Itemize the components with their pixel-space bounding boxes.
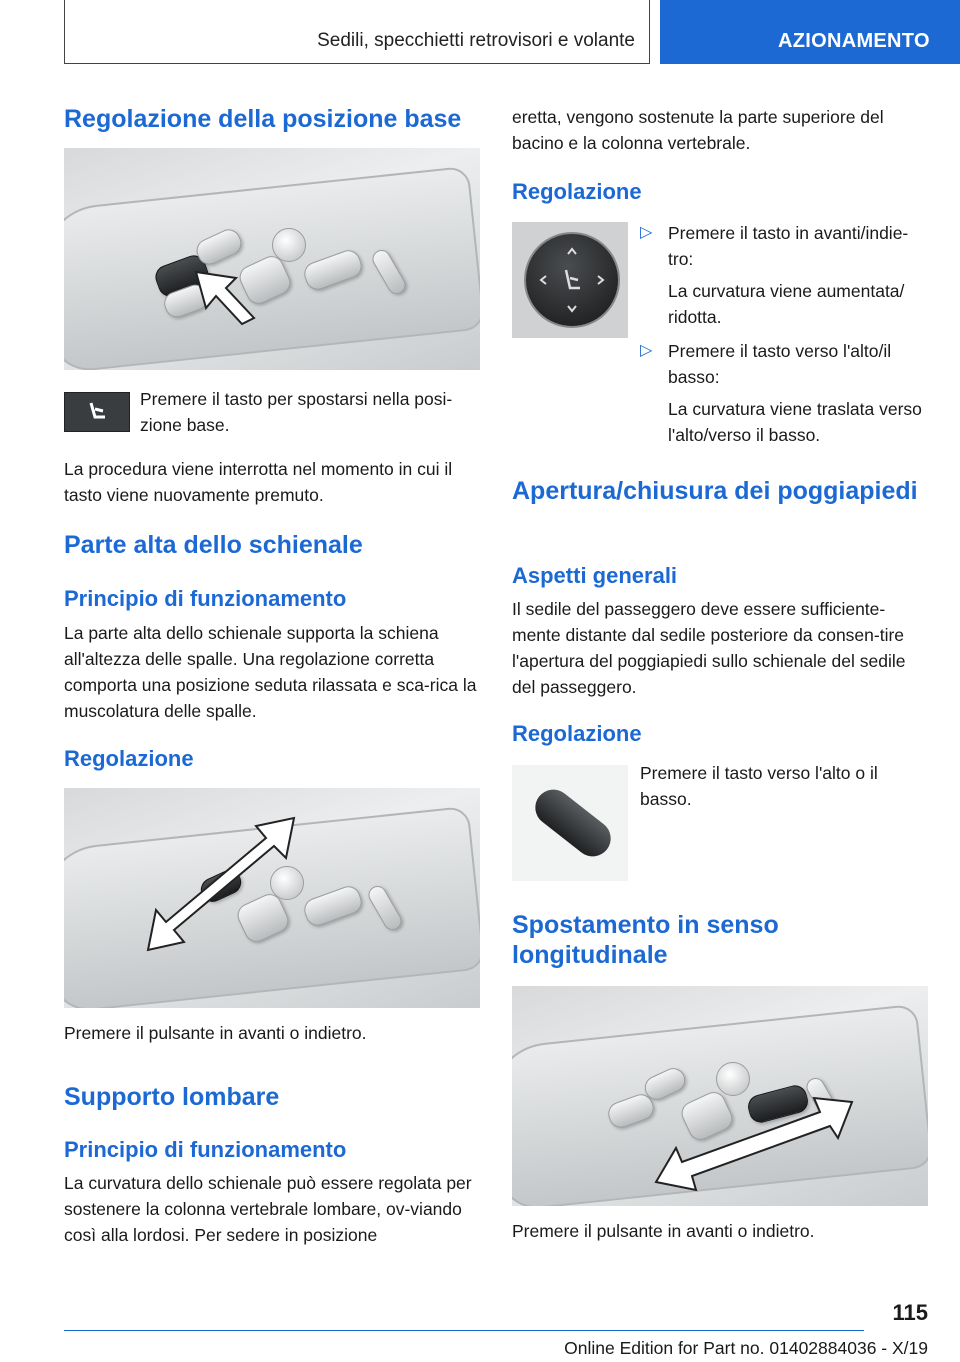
page-number: 115 <box>892 1300 928 1325</box>
upper-caption: Premere il pulsante in avanti o indietro. <box>64 1023 367 1043</box>
list-item <box>640 338 932 448</box>
lumbar-knob <box>524 232 620 328</box>
heading-longitudinal: Spostamento in senso longitudinale <box>512 911 779 969</box>
heading-lumbar-principle: Principio di funzionamento <box>64 1137 347 1162</box>
header-chapter-label: AZIONAMENTO <box>778 30 930 52</box>
bullet-marker: ▷ <box>640 342 653 359</box>
lumbar-text-continued: eretta, vengono sostenute la parte superiore del bacino e la colonna vertebrale. <box>512 107 884 153</box>
double-arrow-icon <box>144 814 304 954</box>
press-arrow-icon <box>192 268 262 328</box>
heading-general: Aspetti generali <box>512 563 678 588</box>
header-chapter-tab <box>660 0 960 64</box>
upper-text: La parte alta dello schienale supporta la schiena all'altezza delle spalle. Una regolazione corretta comporta una posizione seduta rilassata e sca-rica la muscolatura delle spalle. <box>64 623 477 721</box>
left-column <box>64 104 482 134</box>
heading-upper-principle: Principio di funzionamento <box>64 586 347 611</box>
footrest-button-photo <box>512 765 628 881</box>
footrest-caption: Premere il tasto verso l'alto o il basso. <box>640 763 878 809</box>
longitudinal-caption: Premere il pulsante in avanti o indietro. <box>512 1221 815 1241</box>
footrest-button <box>528 782 618 863</box>
base-note: La procedura viene interrotta nel momento in cui il tasto viene nuovamente premuto. <box>64 459 453 505</box>
seat-icon <box>65 393 129 431</box>
heading-upper-backrest: Parte alta dello schienale <box>64 531 363 559</box>
bullet-list <box>640 220 932 448</box>
header-section-title: Sedili, specchietti retrovisori e volante <box>317 30 635 51</box>
footer-edition: Online Edition for Part no. 01402884036 - X/19 <box>564 1338 928 1358</box>
heading-upper-adjust: Regolazione <box>64 746 194 771</box>
seat-controls-photo-upper <box>64 788 480 1008</box>
bullet-text: Premere il tasto verso l'alto/il basso: <box>668 341 892 387</box>
bullet-subtext: La curvatura viene traslata verso l'alto/verso il basso. <box>668 399 922 445</box>
double-arrow-icon <box>652 1082 862 1192</box>
bullet-subtext: La curvatura viene aumentata/ ridotta. <box>668 281 905 327</box>
bullet-text: Premere il tasto in avanti/indie-tro: <box>668 223 909 269</box>
footer-rule <box>64 1330 864 1331</box>
base-position-icon <box>64 392 130 432</box>
header-section-box <box>64 0 650 64</box>
bullet-marker: ▷ <box>640 224 653 241</box>
seat-knob <box>272 228 306 262</box>
base-caption: Premere il tasto per spostarsi nella posi-zione base. <box>140 389 453 435</box>
heading-lumbar-adjust: Regolazione <box>512 179 642 204</box>
lumbar-knob-photo <box>512 222 628 338</box>
seat-controls-photo-base <box>64 148 480 370</box>
lumbar-text: La curvatura dello schienale può essere regolata per sostenere la colonna vertebrale lombare, ov-viando così alla lordosi. Per sedere in posizione <box>64 1173 472 1245</box>
heading-lumbar: Supporto lombare <box>64 1083 280 1111</box>
heading-footrest-adjust: Regolazione <box>512 721 642 746</box>
seat-controls-photo-longitudinal <box>512 986 928 1206</box>
list-item <box>640 220 932 330</box>
general-text: Il sedile del passeggero deve essere sufficiente-mente distante dal sedile posteriore da consen-tire l'apertura del poggiapiedi sullo schienale del sedile del passeggero. <box>512 599 906 697</box>
heading-footrest: Apertura/chiusura dei poggiapiedi <box>512 477 918 505</box>
lumbar-arrows-icon <box>526 234 618 326</box>
heading-base-position: Regolazione della posizione base <box>64 105 462 133</box>
